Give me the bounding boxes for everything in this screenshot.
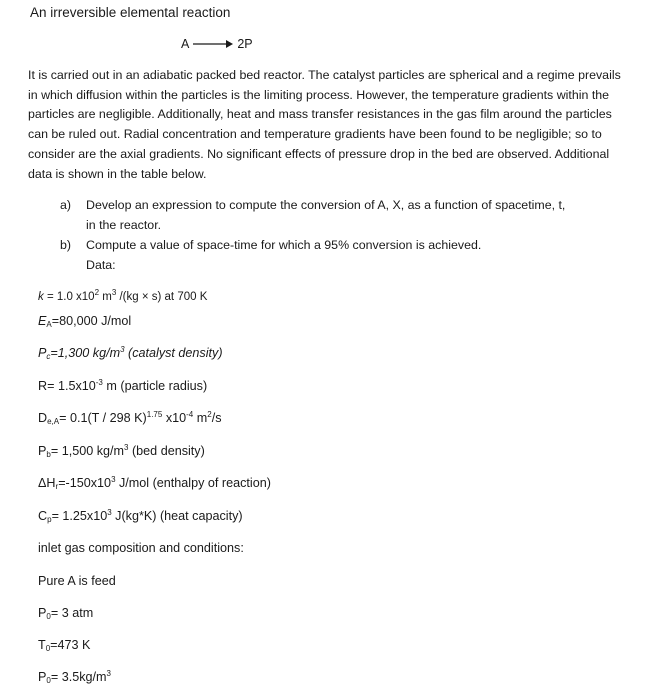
effective-diffusivity: $D_{e,A}= 0.1(T / 298$ K)$^{1.75}$ $x10^{-4}$ $m^2/s$ [38,410,222,426]
item-marker: b) [60,238,72,252]
problem-title: An irreversible elemental reaction [30,5,231,20]
item-text: Compute a value of space-time for which a 95% conversion is achieved. [86,238,482,252]
inlet-density: $P_0= 3.5kg/m^3$ [38,669,111,685]
item-text: Develop an expression to compute the conversion of A, X, as a function of spacetime, t, [86,198,566,212]
problem-paragraph: It is carried out in an adiabatic packed bed reactor. The catalyst particles are spherical and a regime prevails in which diffusion within the particles is the limiting process. However, the temperature gradients within the particles are negligible. Additionally, heat and mass transfer resistances in the gas film around the particles can be ruled out. Radial concentration and temperature gradients have been found to be negligible; so to consider are the axial gradients. No significant effects of pressure drop in the bed are observed. Additional data is shown in the table below. [28,68,621,181]
activation-energy: $E_A=80,000$ J/mol [38,314,132,329]
inlet-conditions-heading: inlet gas composition and conditions: [38,541,244,555]
reaction-equation [181,37,253,51]
reactant: A [181,37,190,51]
product: 2P [237,37,253,51]
item-marker: a) [60,198,72,212]
item-continuation: in the reactor. [86,217,162,232]
reaction-arrow-icon [193,39,233,49]
heat-capacity: $C_p= 1.25x10^3$ J(kg*K) (heat capacity) [38,508,243,524]
list-item-a [60,196,565,235]
reaction-enthalpy: $\Delta H_r=-150x10^3$ J/mol (enthalpy of reaction) [38,475,271,491]
bed-density: $P_b= 1,500$ $kg/m^3$ (bed density) [38,443,205,459]
feed-composition: Pure A is feed [38,574,116,588]
inlet-temperature: $T_0=473$ K [38,638,91,653]
catalyst-density: $P_c=1,300$ $kg/m^3$ (catalyst density) [38,345,223,361]
list-item-b [60,236,481,275]
particle-radius: $R= 1.5x10^{-3}$ m (particle radius) [38,378,208,393]
inlet-pressure: $P_0= 3$ atm [38,606,94,621]
rate-constant: k = 1.0 $x10^2$ $m^3$ /(kg × s) at 700 K [38,288,208,303]
data-heading: Data: [86,257,116,272]
